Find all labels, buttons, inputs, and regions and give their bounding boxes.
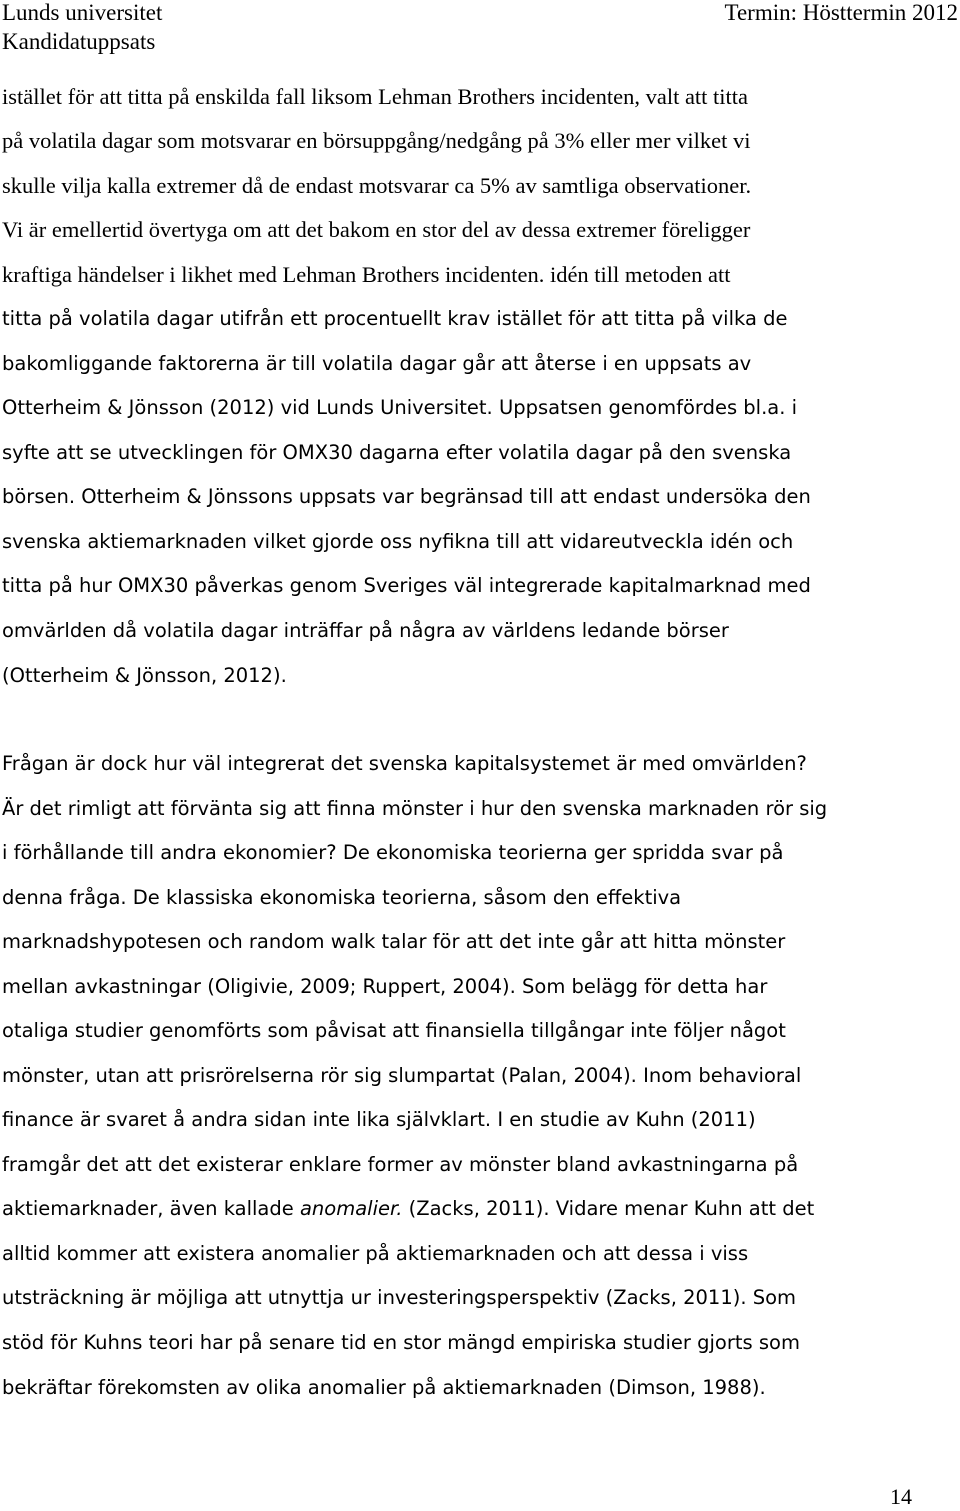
page-number: 14 [890,1484,912,1509]
text-line: istället för att titta på enskilda fall liksom Lehman Brothers incidenten, valt att titta [2,84,749,109]
italic-term: anomalier. [299,1197,403,1220]
text-line: utsträckning är möjliga att utnyttja ur investeringsperspektiv (Zacks, 2011). Som [2,1286,797,1309]
text-line: titta på volatila dagar utifrån ett procentuellt krav istället för att titta på vilka de [2,307,788,330]
text-line: finance är svaret å andra sidan inte lika självklart. I en studie av Kuhn (2011) [2,1108,756,1131]
university-name: Lunds universitet [2,0,163,25]
text-line: alltid kommer att existera anomalier på aktiemarknaden och att dessa i viss [2,1242,749,1265]
text-line: titta på hur OMX30 påverkas genom Sveriges väl integrerade kapitalmarknad med [2,574,811,597]
text-line: i förhållande till andra ekonomier? De ekonomiska teorierna ger spridda svar på [2,841,784,864]
text-line: mönster, utan att prisrörelserna rör sig slumpartat (Palan, 2004). Inom behavioral [2,1064,802,1087]
text-line: denna fråga. De klassiska ekonomiska teorierna, såsom den effektiva [2,886,682,909]
text-line: börsen. Otterheim & Jönssons uppsats var begränsad till att endast undersöka den [2,485,811,508]
text-line: otaliga studier genomförts som påvisat att finansiella tillgångar inte följer något [2,1019,786,1042]
text-line: omvärlden då volatila dagar inträffar på några av världens ledande börser [2,619,729,642]
text-line: syfte att se utvecklingen för OMX30 dagarna efter volatila dagar på den svenska [2,441,792,464]
text-segment: aktiemarknader, även kallade [2,1197,300,1220]
text-line: Är det rimligt att förvänta sig att finna mönster i hur den svenska marknaden rör sig [2,797,828,820]
document-type: Kandidatuppsats [2,29,156,54]
page-header-left [2,0,162,56]
text-line [2,1197,814,1220]
text-line: (Otterheim & Jönsson, 2012). [2,664,287,687]
term-label: Termin: Hösttermin 2012 [724,0,958,25]
text-line: framgår det att det existerar enklare former av mönster bland avkastningarna på [2,1153,799,1176]
text-line: Vi är emellertid övertyga om att det bakom en stor del av dessa extremer föreligger [2,217,751,242]
text-line: svenska aktiemarknaden vilket gjorde oss nyfikna till att vidareutveckla idén och [2,530,794,553]
text-line: kraftiga händelser i likhet med Lehman Brothers incidenten. idén till metoden att [2,262,731,287]
text-line: Frågan är dock hur väl integrerat det svenska kapitalsystemet är med omvärlden? [2,752,807,775]
text-line: skulle vilja kalla extremer då de endast motsvarar ca 5% av samtliga observationer. [2,173,752,198]
text-line: marknadshypotesen och random walk talar för att det inte går att hitta mönster [2,930,786,953]
text-segment: (Zacks, 2011). Vidare menar Kuhn att det [402,1197,815,1220]
text-line: mellan avkastningar (Oligivie, 2009; Ruppert, 2004). Som belägg för detta har [2,975,768,998]
text-line: bekräftar förekomsten av olika anomalier på aktiemarknaden (Dimson, 1988). [2,1376,766,1399]
text-line: Otterheim & Jönsson (2012) vid Lunds Universitet. Uppsatsen genomfördes bl.a. i [2,396,798,419]
text-line: på volatila dagar som motsvarar en börsuppgång/nedgång på 3% eller mer vilket vi [2,128,751,153]
text-line: bakomliggande faktorerna är till volatila dagar går att återse i en uppsats av [2,352,752,375]
text-line: stöd för Kuhns teori har på senare tid en stor mängd empiriska studier gjorts som [2,1331,800,1354]
